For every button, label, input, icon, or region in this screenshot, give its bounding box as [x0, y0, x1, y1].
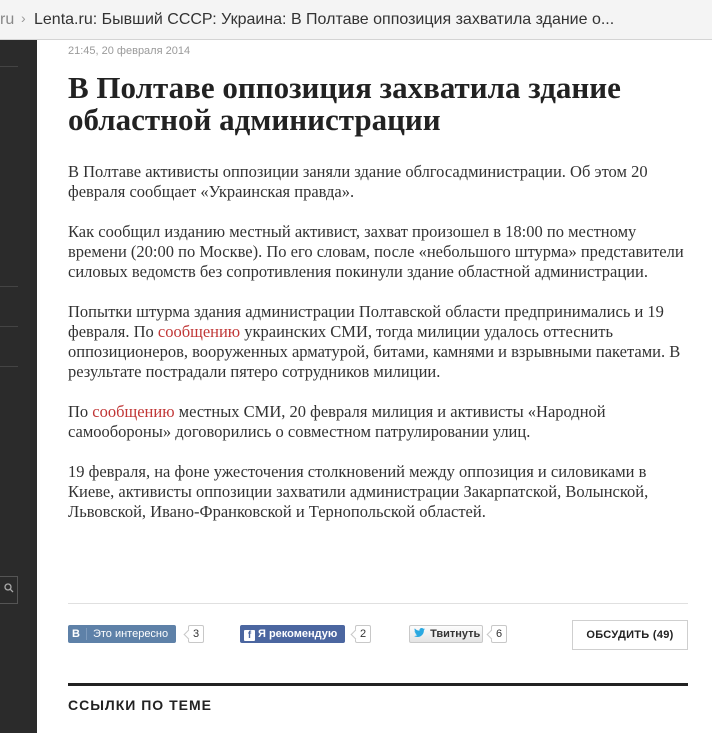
article-paragraph: [68, 302, 688, 382]
twitter-icon-glyph: [414, 628, 425, 637]
vk-share-count: 3: [188, 625, 204, 643]
vk-share-button[interactable]: [68, 625, 176, 643]
nav-divider: [0, 286, 18, 287]
fb-like-count: 2: [355, 625, 371, 643]
article-date: 21:45, 20 февраля 2014: [68, 45, 191, 57]
nav-divider: [0, 366, 18, 367]
source-link[interactable]: сообщению: [157, 322, 241, 341]
nav-divider: [0, 326, 18, 327]
article-paragraph: [68, 402, 688, 442]
fb-like-button[interactable]: [240, 625, 345, 643]
page-title: В Полтаве оппозиция захватила здание областной администрации: [68, 70, 621, 137]
chevron-right-icon: ›: [21, 10, 26, 26]
tweet-label: Твитнуть: [430, 628, 481, 640]
left-nav: [0, 40, 37, 733]
discuss-button[interactable]: ОБСУДИТЬ (49): [572, 620, 688, 650]
article-paragraph: Как сообщил изданию местный активист, захват произошел в 18:00 по местному времени (20:00 по Москве). По его словам, после «небольшого штурма» представители силовых ведомств без сопротивления покинули здание областной администрации.: [68, 222, 684, 281]
twitter-icon: [414, 628, 428, 640]
nav-divider: [0, 66, 18, 67]
vk-share-label: Это интересно: [92, 628, 169, 640]
search-icon[interactable]: [0, 576, 18, 604]
tweet-button[interactable]: [409, 625, 483, 643]
vk-icon: B: [72, 628, 87, 640]
article: [37, 40, 712, 733]
paragraph-text: местных СМИ, 20 февраля милиция и активисты «Народной самообороны» договорились о совместном патрулировании улиц.: [68, 402, 606, 441]
paragraph-text: По: [68, 402, 93, 421]
tweet-count: 6: [491, 625, 507, 643]
article-paragraph: В Полтаве активисты оппозиции заняли здание облгосадминистрации. Об этом 20 февраля сообщает «Украинская правда».: [68, 162, 648, 201]
paragraph-text: Попытки штурма здания администрации Полтавской области предпринимались и 19 февраля. По: [68, 302, 664, 341]
facebook-icon: f: [244, 630, 255, 641]
related-divider: [68, 683, 688, 686]
article-body: [68, 162, 688, 542]
divider: [68, 603, 688, 604]
breadcrumb-prev[interactable]: ru: [0, 11, 15, 28]
article-paragraph: 19 февраля, на фоне ужесточения столкновений между оппозиция и силовиками в Киеве, активисты оппозиции захватили администрации Закарпатской, Волынской, Львовской, Ивано-Франковской и Тернопольской областей.: [68, 462, 649, 521]
related-links-heading: ССЫЛКИ ПО ТЕМЕ: [68, 697, 212, 713]
fb-like-label: Я рекомендую: [258, 628, 338, 640]
source-link[interactable]: сообщению: [92, 402, 175, 421]
breadcrumb: [0, 0, 712, 40]
paragraph-text: украинских СМИ, тогда милиции удалось оттеснить оппозиционеров, вооруженных арматурой, битами, камнями и взрывными пакетами. В результате пострадали пятеро сотрудников милиции.: [68, 322, 681, 381]
breadcrumb-current: Lenta.ru: Бывший СССР: Украина: В Полтаве оппозиция захватила здание о...: [34, 11, 615, 28]
search-icon-glyph: [4, 583, 14, 593]
